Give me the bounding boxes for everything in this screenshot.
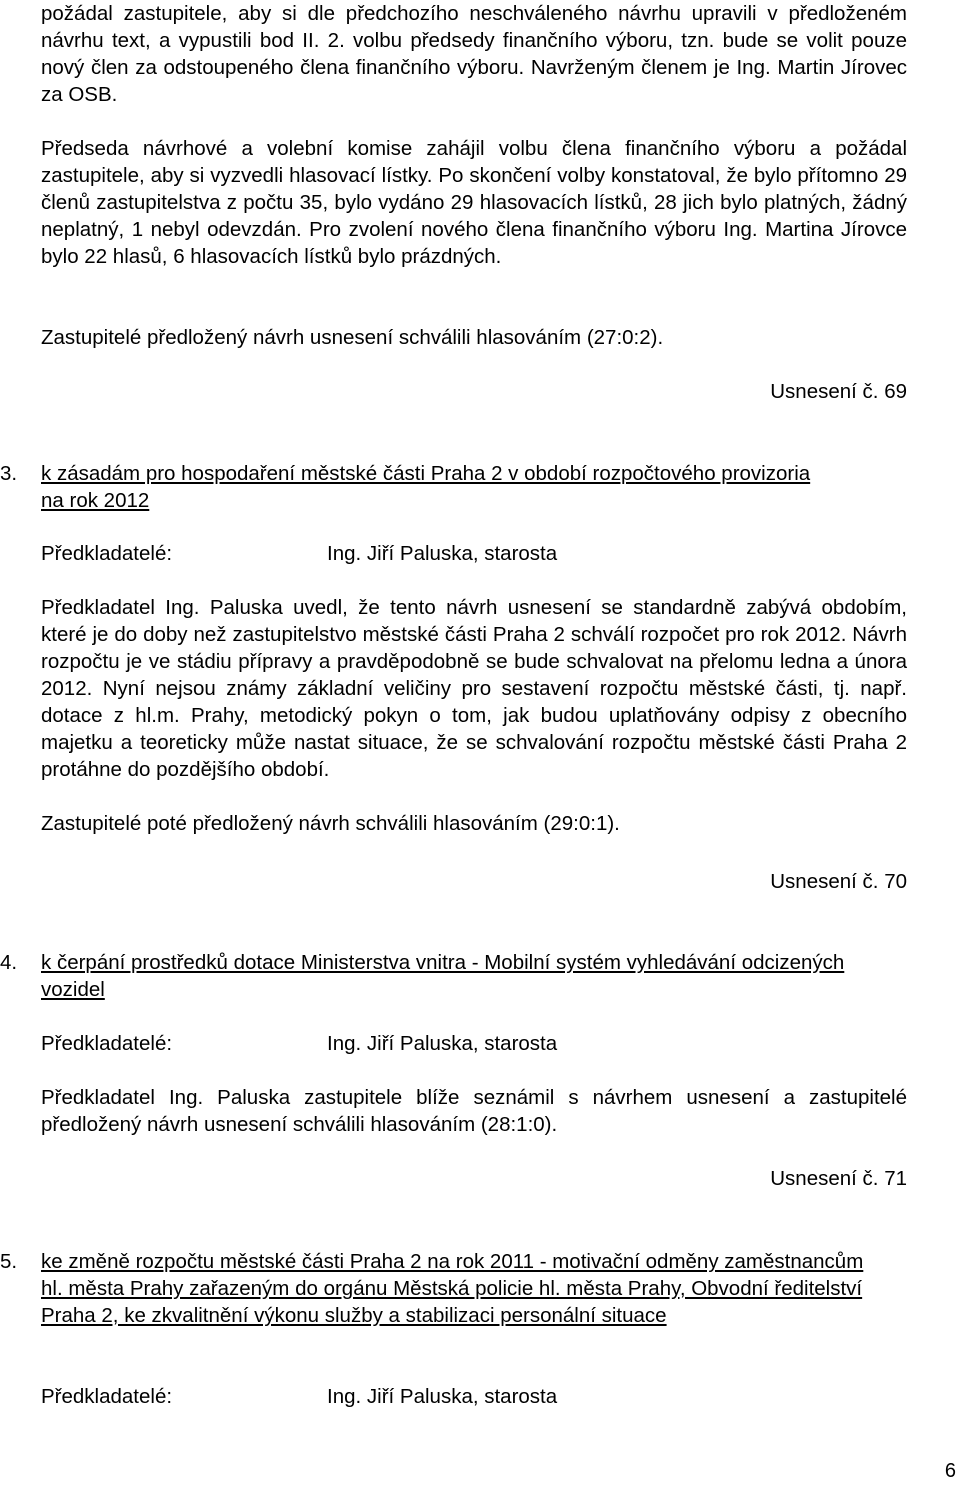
resolution-number: Usnesení č. 71: [770, 1167, 907, 1190]
presenter-label: Předkladatelé:: [41, 1032, 173, 1055]
intro-paragraph: požádal zastupitele, aby si dle předchozího neschváleného návrhu upravili v předloženém návrhu text, a vypustili bod II. 2. volbu předsedy finančního výboru, tzn. bude se volit pouze nový člen za odstoupeného člena finančního výboru. Navrženým členem je Ing. Martin Jírovec za OSB.: [41, 2, 907, 106]
resolution-number: Usnesení č. 70: [770, 870, 907, 893]
vote-result: Zastupitelé předložený návrh usnesení schválili hlasováním (27:0:2).: [41, 326, 664, 349]
item-text: Předkladatel Ing. Paluska uvedl, že tento návrh usnesení se standardně zabývá obdobím, které je do doby než zastupitelstvo městské části Praha 2 schválí rozpočet pro rok 2012. Návrh rozpočtu je ve stádiu přípravy a pravděpodobně se bude schvalovat na přelomu ledna a února 2012. Nyní nejsou známy základní veličiny pro sestavení rozpočtu městské části, tj. např. dotace z hl.m. Prahy, metodický pokyn o tom, jak budou uplatňovány odpisy z obecního majetku a teoreticky může nastat situace, že se schvalování rozpočtu městské části Praha 2 protáhne do pozdějšího období.: [41, 596, 907, 781]
item-title: k zásadám pro hospodaření městské části Praha 2 v období rozpočtového provizoria na rok 2012: [41, 462, 811, 512]
item-title: k čerpání prostředků dotace Ministerstva vnitra - Mobilní systém vyhledávání odcizených vozidel: [41, 951, 845, 1001]
presenter-label: Předkladatelé:: [41, 542, 173, 565]
presenter-name: Ing. Jiří Paluska, starosta: [327, 542, 558, 565]
presenter-name: Ing. Jiří Paluska, starosta: [327, 1385, 558, 1408]
item-text: Předkladatel Ing. Paluska zastupitele blíže seznámil s návrhem usnesení a zastupitelé předložený návrh usnesení schválili hlasováním (28:1:0).: [41, 1086, 907, 1136]
presenter-line: [41, 540, 557, 567]
item-number: 4.: [0, 951, 18, 974]
presenter-line: [41, 1030, 557, 1057]
resolution-number: Usnesení č. 69: [770, 380, 907, 403]
item-number: 3.: [0, 462, 18, 485]
presenter-line: [41, 1383, 557, 1410]
agenda-item-4: [0, 949, 907, 1003]
agenda-item-5: [0, 1248, 907, 1329]
item-vote: Zastupitelé poté předložený návrh schválili hlasováním (29:0:1).: [41, 812, 620, 835]
page-number: 6: [944, 1460, 956, 1482]
election-paragraph: Předseda návrhové a volební komise zahájil volbu člena finančního výboru a požádal zastupitele, aby si vyzvedli hlasovací lístky. Po skončení volby konstatoval, že bylo přítomno 29 členů zastupitelstva z počtu 35, bylo vydáno 29 hlasovacích lístků, 28 jich bylo platných, žádný neplatný, 1 nebyl odevzdán. Pro zvolení nového člena finančního výboru Ing. Martina Jírovce bylo 22 hlasů, 6 hlasovacích lístků bylo prázdných.: [41, 137, 907, 268]
item-number: 5.: [0, 1250, 18, 1273]
agenda-item-3: [0, 460, 907, 514]
item-title: ke změně rozpočtu městské části Praha 2 na rok 2011 - motivační odměny zaměstnancům hl. města Prahy zařazeným do orgánu Městská policie hl. města Prahy, Obvodní ředitelství Praha 2, ke zkvalitnění výkonu služby a stabilizaci personální situace: [41, 1250, 864, 1327]
presenter-name: Ing. Jiří Paluska, starosta: [327, 1032, 558, 1055]
presenter-label: Předkladatelé:: [41, 1385, 173, 1408]
